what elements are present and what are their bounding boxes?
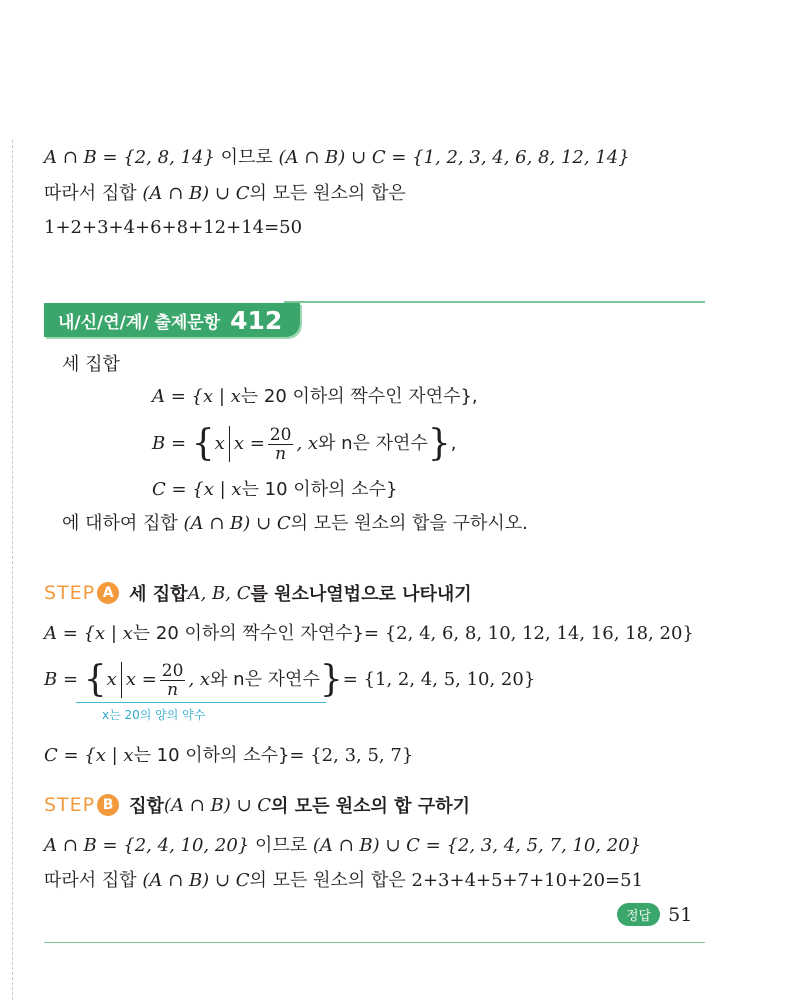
set-bar bbox=[121, 662, 122, 698]
right-brace: } bbox=[319, 659, 343, 700]
math-expr: A = {x | x bbox=[44, 623, 133, 644]
math-expr: B = bbox=[152, 433, 187, 454]
text: 에 대하여 집합 bbox=[62, 513, 184, 534]
step-b-line-2 bbox=[44, 869, 643, 893]
step-title-pre: 세 집합 bbox=[129, 584, 188, 605]
math-expr: (A ∩ B) ∪ C bbox=[142, 183, 250, 204]
text: , bbox=[450, 433, 457, 454]
text: 이므로 bbox=[249, 835, 313, 856]
step-letter-b: B bbox=[97, 794, 119, 816]
text: 는 10 이하의 소수} bbox=[133, 745, 290, 766]
section-badge bbox=[44, 303, 300, 337]
question-intro: 세 집합 bbox=[62, 354, 120, 375]
text: 의 모든 원소의 합은 bbox=[249, 183, 406, 204]
step-title-post: 를 원소나열법으로 나타내기 bbox=[250, 584, 472, 605]
section-header bbox=[44, 301, 705, 341]
text: 의 모든 원소의 합을 구하시오. bbox=[290, 513, 528, 534]
fraction bbox=[268, 426, 294, 463]
step-title-pre: 집합 bbox=[129, 796, 164, 817]
step-b-line-1 bbox=[44, 834, 641, 858]
step-b-header bbox=[44, 792, 470, 818]
math-expr: x = bbox=[125, 669, 157, 690]
math-expr: x = bbox=[233, 433, 265, 454]
math-expr: (A ∩ B) ∪ C = {2, 3, 4, 5, 7, 10, 20} bbox=[312, 835, 642, 856]
set-c-definition bbox=[152, 478, 397, 502]
math-expr: A, B, C bbox=[187, 582, 251, 604]
step-a-set-b bbox=[44, 660, 535, 700]
math-var: x bbox=[214, 433, 225, 454]
text: 와 n은 자연수 bbox=[318, 433, 428, 454]
step-a-set-c bbox=[44, 744, 413, 768]
text: 의 모든 원소의 합은 bbox=[249, 870, 412, 891]
section-rule bbox=[284, 301, 705, 303]
text: 와 n은 자연수 bbox=[210, 669, 320, 690]
top-line-2 bbox=[44, 182, 406, 206]
step-a-set-a bbox=[44, 622, 694, 646]
question-ask bbox=[62, 512, 528, 536]
fraction-denominator: n bbox=[167, 679, 179, 700]
text: 이므로 bbox=[214, 147, 279, 168]
answer-badge: 정답 bbox=[617, 903, 660, 926]
math-result: = {1, 2, 4, 5, 10, 20} bbox=[342, 669, 536, 690]
math-expr: A ∩ B = {2, 8, 14} bbox=[44, 147, 215, 168]
set-b-definition bbox=[152, 424, 456, 464]
problem-number: 412 bbox=[230, 305, 283, 335]
section-badge-label: 내/신/연/계/ 출제문항 bbox=[58, 312, 221, 333]
math-expr: , x bbox=[188, 669, 211, 690]
fraction-numerator: 20 bbox=[161, 660, 184, 681]
math-result: 2+3+4+5+7+10+20=51 bbox=[411, 870, 644, 891]
bottom-rule bbox=[44, 942, 705, 943]
step-tag: STEP bbox=[44, 582, 96, 604]
top-line-1 bbox=[44, 146, 630, 170]
step-title-post: 의 모든 원소의 합 구하기 bbox=[271, 796, 470, 817]
text: 는 10 이하의 소수} bbox=[241, 479, 398, 500]
fraction-numerator: 20 bbox=[269, 424, 292, 445]
text: 따라서 집합 bbox=[44, 183, 143, 204]
math-expr: C = {x | x bbox=[152, 479, 242, 500]
math-expr: C = {x | x bbox=[44, 745, 134, 766]
fraction bbox=[160, 662, 186, 699]
math-expr: , x bbox=[296, 433, 319, 454]
step-a-header bbox=[44, 580, 472, 606]
math-result: = {2, 3, 5, 7} bbox=[289, 745, 414, 766]
top-line-3: 1+2+3+4+6+8+12+14=50 bbox=[44, 217, 303, 238]
text: 는 20 이하의 짝수인 자연수}, bbox=[240, 386, 478, 407]
page-margin-rule bbox=[12, 140, 13, 1000]
math-expr: (A ∩ B) ∪ C bbox=[183, 513, 291, 534]
math-expr: (A ∩ B) ∪ C = {1, 2, 3, 4, 6, 8, 12, 14} bbox=[278, 147, 630, 168]
answer-box bbox=[617, 903, 692, 926]
math-var: x bbox=[106, 669, 117, 690]
fraction-denominator: n bbox=[275, 443, 287, 464]
left-brace: { bbox=[83, 659, 107, 700]
note-underline bbox=[76, 702, 326, 703]
step-tag: STEP bbox=[44, 794, 96, 816]
text: 따라서 집합 bbox=[44, 870, 143, 891]
set-a-definition bbox=[152, 385, 478, 409]
math-expr: A = {x | x bbox=[152, 386, 241, 407]
divisor-note: x는 20의 양의 약수 bbox=[102, 708, 206, 722]
left-brace: { bbox=[191, 423, 215, 464]
set-bar bbox=[229, 426, 230, 462]
math-result: = {2, 4, 6, 8, 10, 12, 14, 16, 18, 20} bbox=[363, 623, 694, 644]
math-expr: B = bbox=[44, 669, 79, 690]
math-expr: (A ∩ B) ∪ C bbox=[163, 794, 272, 816]
math-expr: A ∩ B = {2, 4, 10, 20} bbox=[44, 835, 250, 856]
answer-value: 51 bbox=[668, 903, 693, 926]
math-expr: (A ∩ B) ∪ C bbox=[142, 870, 250, 891]
right-brace: } bbox=[427, 423, 451, 464]
text: 는 20 이하의 짝수인 자연수} bbox=[132, 623, 364, 644]
step-letter-a: A bbox=[97, 582, 119, 604]
